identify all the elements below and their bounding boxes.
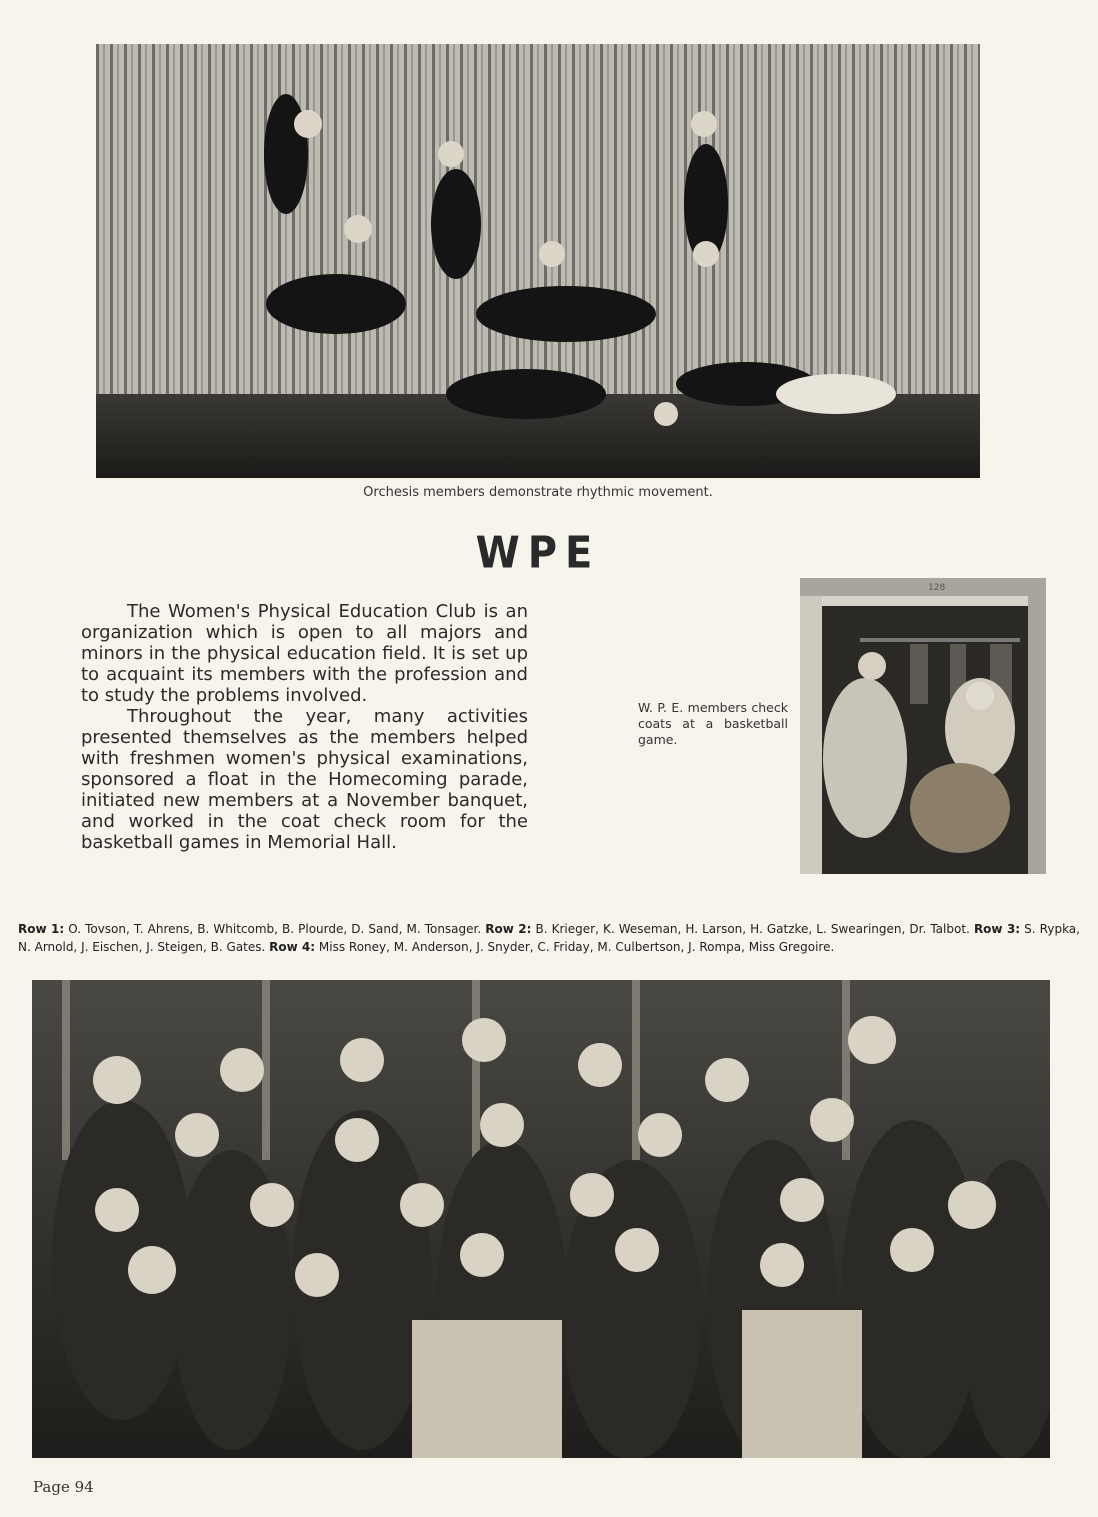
roster-row-1-names: O. Tovson, T. Ahrens, B. Whitcomb, B. Plourde, D. Sand, M. Tonsager.: [68, 922, 482, 936]
section-title: WPE: [475, 527, 601, 579]
description-paragraph-1: The Women's Physical Education Club is an organization which is open to all majors and minors in the physical education field. It is set up to acquaint its members with the profession and to study the problems involved.: [81, 601, 528, 706]
roster-row-2-names: B. Krieger, K. Weseman, H. Larson, H. Gatzke, L. Swearingen, Dr. Talbot.: [535, 922, 970, 936]
orchesis-dance-photo: [96, 44, 980, 478]
club-group-photo: [32, 980, 1050, 1458]
description-paragraph-2: Throughout the year, many activities presented themselves as the members helped with freshmen women's physical examinations, sponsored a float in the Homecoming parade, initiated new members at a November banquet, and worked in the coat check room for the basketball games in Memorial Hall.: [81, 706, 528, 853]
door-number: 128: [928, 583, 946, 593]
roster-row-4-label: Row 4:: [269, 940, 316, 954]
coat-check-photo: [800, 578, 1046, 874]
roster-row-3-label: Row 3:: [973, 922, 1021, 936]
roster-row-3-names: S. Rypka, N. Arnold, J. Eischen, J. Steigen, B. Gates.: [18, 922, 1080, 954]
coat-check-caption: W. P. E. members check coats at a basketball game.: [638, 700, 788, 747]
member-roster: [18, 920, 1080, 956]
roster-row-1-label: Row 1:: [18, 922, 65, 936]
page-number: Page 94: [33, 1478, 94, 1496]
club-description: [81, 601, 528, 853]
roster-row-2-label: Row 2:: [485, 922, 532, 936]
dance-photo-caption: Orchesis members demonstrate rhythmic movement.: [363, 485, 713, 500]
roster-row-4-names: Miss Roney, M. Anderson, J. Snyder, C. Friday, M. Culbertson, J. Rompa, Miss Gregoire.: [318, 940, 835, 954]
